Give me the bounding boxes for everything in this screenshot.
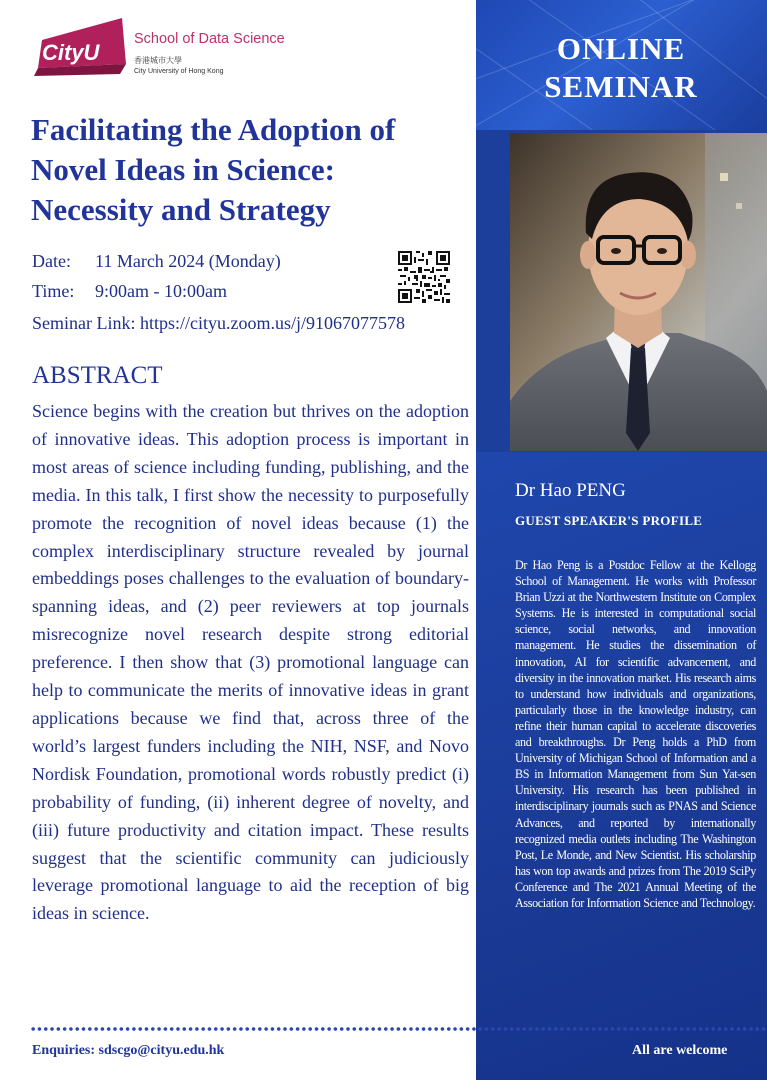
abstract-heading: ABSTRACT [32, 362, 163, 389]
university-english-name: City University of Hong Kong [134, 68, 224, 75]
enquiries-contact[interactable]: Enquiries: sdscgo@cityu.edu.hk [32, 1043, 225, 1058]
online-seminar-banner [476, 0, 767, 130]
date-label: Date: [32, 251, 71, 271]
speaker-profile-panel [476, 452, 767, 1080]
university-chinese-name: 香港城市大學 [134, 56, 182, 65]
seminar-title: Facilitating the Adoption of Novel Ideas in Science: Necessity and Strategy [31, 112, 396, 227]
speaker-photo [510, 133, 767, 451]
time-row [32, 281, 227, 302]
date-value: 11 March 2024 (Monday) [95, 251, 281, 271]
all-welcome-text: All are welcome [632, 1043, 728, 1058]
seminar-link-row [32, 313, 405, 334]
speaker-bio: Dr Hao Peng is a Postdoc Fellow at the Kellogg School of Management. He works with Professor Brian Uzzi at the Northwestern Institute on Complex Systems. He is interested in computational social science, social networks, and innovation management. He studies the dissemination of innovation, AI for scientific advancement, and diversity in the innovation market. His research aims to understand how individuals and organizations, particularly those in the knowledge industry, can refine their human capital to accelerate discoveries and breakthroughs. Dr Peng holds a PhD from University of Michigan School of Information and a BS in Information Management from Sun Yat-sen University. His research has been published in interdisciplinary journals such as PNAS and Science Advances, and reported by internationally recognized media outlets including The Washington Post, Le Monde, and New Scientist. His scholarship has won top awards and prizes from The 2019 SciPy Conference and The 2021 Annual Meeting of the Association for Information Science and Technology. [515, 558, 756, 910]
date-row [32, 251, 281, 272]
department-name: School of Data Science [134, 31, 285, 47]
cityu-logo [34, 18, 129, 76]
dotted-divider [30, 1026, 767, 1032]
speaker-profile-label: GUEST SPEAKER'S PROFILE [515, 513, 703, 528]
time-label: Time: [32, 281, 75, 301]
speaker-name: Dr Hao PENG [515, 480, 626, 501]
qr-code[interactable] [398, 251, 450, 303]
seminar-type-title: ONLINE SEMINAR [544, 31, 698, 104]
time-value: 9:00am - 10:00am [95, 281, 227, 301]
seminar-link-label: Seminar Link: [32, 313, 136, 333]
abstract-body: Science begins with the creation but thrives on the adoption of innovative ideas. This adoption process is important in most areas of science including funding, publishing, and the media. In this talk, I first show the necessity to purposefully promote the recognition of novel ideas because (1) the complex interdisciplinary structure revealed by journal embeddings poses challenges to the evaluation of boundary-spanning ideas, and (2) peer reviewers at top journals misrecognize novel research despite strong editorial preference. I then show that (3) promotional language can help to communicate the merits of innovative ideas in grant applications because we find that, across three of the world’s largest funders including the NIH, NSF, and Novo Nordisk Foundation, promotional words robustly predict (i) probability of funding, (ii) inherent degree of novelty, and (iii) future productivity and citation impact. These results suggest that the scientific community can judiciously leverage promotional language to aid the reception of big ideas in science. [32, 401, 469, 924]
cityu-logo-text: CityU [42, 40, 100, 65]
seminar-link[interactable]: https://cityu.zoom.us/j/91067077578 [139, 313, 405, 333]
